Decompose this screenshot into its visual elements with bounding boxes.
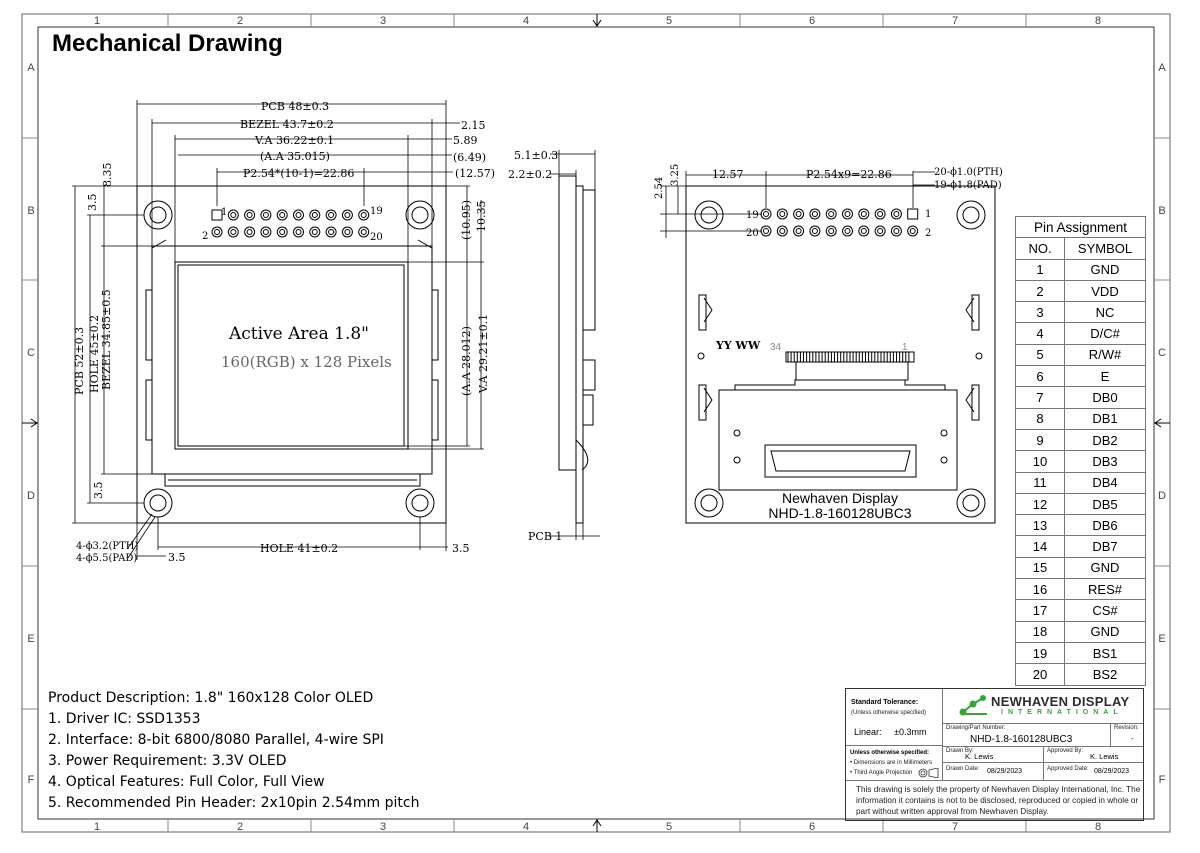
- fpc-pin-1: 1: [902, 342, 908, 353]
- center-mark-left: [22, 419, 38, 427]
- third-angle-projection-icon: [918, 768, 940, 778]
- pin-number: 1: [1016, 259, 1065, 280]
- pin-number: 13: [1016, 515, 1065, 536]
- row-label: C: [27, 347, 35, 359]
- pin-symbol: DB2: [1065, 429, 1146, 450]
- approved-date-label: Approved Date:: [1047, 766, 1089, 772]
- pin-hole: [263, 213, 268, 218]
- pin-hole: [845, 212, 850, 217]
- revision-cell: [1111, 724, 1143, 747]
- pin-symbol: BS2: [1065, 664, 1146, 685]
- dim-thickness: 5.1±0.3: [514, 149, 559, 162]
- col-label: 5: [665, 821, 673, 833]
- dim-va-height: V.A 29.21±0.1: [477, 313, 490, 393]
- part-number-label: Drawing/Part Number:: [946, 725, 1006, 731]
- approved-by-label: Approved By:: [1047, 748, 1084, 754]
- back-pin-2-label: 2: [925, 228, 932, 239]
- pin-pad: [875, 209, 885, 219]
- col-label: 2: [236, 15, 244, 27]
- pin-hole: [829, 229, 834, 234]
- part-number-cell: [943, 724, 1111, 747]
- active-area-title: Active Area 1.8": [229, 324, 369, 344]
- dim-aa-width: (A.A 35.015): [260, 150, 330, 163]
- center-mark-top: [593, 14, 601, 27]
- linear-value: ±0.3mm: [894, 727, 927, 737]
- dim-5-89: 5.89: [453, 134, 478, 147]
- back-pin-19-label: 19: [746, 210, 759, 221]
- pin-1-label: 1: [221, 207, 228, 218]
- pin-row: [1016, 472, 1146, 493]
- pin-pad: [245, 227, 255, 237]
- pin-hole: [329, 230, 334, 235]
- col-label: 8: [1094, 15, 1102, 27]
- description-item: 1. Driver IC: SSD1353: [48, 711, 201, 727]
- col-label: 6: [808, 15, 816, 27]
- pin-number: 10: [1016, 451, 1065, 472]
- pin-symbol: R/W#: [1065, 344, 1146, 365]
- pin-pad: [342, 210, 352, 220]
- pin-hole: [845, 229, 850, 234]
- dim-bezel-height: BEZEL 34.85±0.5: [100, 289, 113, 390]
- row-label: A: [27, 62, 35, 74]
- dim-3-5-bottom: 3.5: [92, 481, 105, 499]
- pin-pad: [342, 227, 352, 237]
- dim-pcb-thickness: PCB 1: [528, 530, 563, 543]
- dim-pth: 4-ϕ3.2(PTH): [76, 541, 139, 552]
- pin-hole: [312, 213, 317, 218]
- pin-row: [1016, 536, 1146, 557]
- back-ic-inner: [771, 451, 910, 471]
- pin-hole: [312, 230, 317, 235]
- pin-hole: [878, 212, 883, 217]
- col-label: 5: [665, 15, 673, 27]
- pin-hole: [764, 229, 769, 234]
- pin-pad: [826, 226, 836, 236]
- dim-2-15: 2.15: [461, 119, 486, 132]
- dim-12-57-back: 12.57: [712, 168, 744, 181]
- pin-hole: [894, 212, 899, 217]
- pin-pad: [794, 209, 804, 219]
- col-label: 3: [379, 15, 387, 27]
- approved-date-cell: [1044, 763, 1143, 781]
- dim-8-35: 8.35: [101, 162, 114, 187]
- pin-table-header-row: [1016, 238, 1146, 259]
- pin-hole: [361, 213, 366, 218]
- pin-hole: [280, 213, 285, 218]
- revision-label: Revision:: [1114, 725, 1139, 731]
- dim-pcb-width: PCB 48±0.3: [261, 100, 330, 113]
- back-view-labels: [654, 164, 1003, 521]
- pin-pad: [228, 227, 238, 237]
- description-item: 4. Optical Features: Full Color, Full View: [48, 774, 325, 790]
- back-ic: [765, 445, 916, 477]
- pin-hole: [215, 230, 220, 235]
- back-pin-1-label: 1: [925, 209, 932, 220]
- pin-pad: [843, 209, 853, 219]
- front-side-tab: [146, 380, 152, 440]
- pin-hole: [894, 229, 899, 234]
- row-label: D: [1158, 490, 1166, 502]
- mounting-hole: [406, 201, 434, 229]
- pin-symbol: E: [1065, 366, 1146, 387]
- dim-pad: 4-ϕ5.5(PAD): [76, 553, 138, 564]
- drawn-date-value: 08/29/2023: [987, 768, 1023, 775]
- brand-cell: [943, 689, 1143, 724]
- mounting-hole-inner: [412, 495, 428, 511]
- front-pin-header: [212, 210, 369, 237]
- approved-by-value: K. Lewis: [1090, 752, 1119, 761]
- dim-pin-pitch: P2.54*(10-1)=22.86: [243, 167, 355, 180]
- pin-hole: [764, 212, 769, 217]
- pin-pad: [810, 209, 820, 219]
- pin-row: [1016, 408, 1146, 429]
- center-mark-right: [1154, 419, 1170, 427]
- pin-pad: [859, 226, 869, 236]
- pin-hole: [231, 213, 236, 218]
- side-fpc: [576, 440, 588, 470]
- pin-row: [1016, 451, 1146, 472]
- pin-hole: [796, 212, 801, 217]
- pin-pad: [310, 227, 320, 237]
- pin-row: [1016, 344, 1146, 365]
- front-bezel-edge: [152, 240, 166, 248]
- pin-hole: [878, 229, 883, 234]
- pin-number: 16: [1016, 579, 1065, 600]
- pin-row: [1016, 280, 1146, 301]
- revision-value: -: [1131, 734, 1134, 743]
- part-number-value: NHD-1.8-160128UBC3: [970, 734, 1073, 745]
- pin-hole: [780, 229, 785, 234]
- pin-row: [1016, 664, 1146, 685]
- dim-10-95: (10.95): [460, 199, 473, 240]
- pin-pad: [891, 226, 901, 236]
- center-mark-bottom: [593, 819, 601, 832]
- pin-number: 9: [1016, 429, 1065, 450]
- description-item: 2. Interface: 8-bit 6800/8080 Parallel, 4-wire SPI: [48, 732, 384, 748]
- pin-pad: [294, 227, 304, 237]
- pin-symbol: DB5: [1065, 493, 1146, 514]
- brand-logo-icon: [957, 694, 989, 718]
- third-angle-note: • Third Angle Projection: [850, 770, 913, 776]
- std-tolerance-label: Standard Tolerance:: [851, 699, 919, 706]
- pin-symbol: DB3: [1065, 451, 1146, 472]
- pin-table-caption: Pin Assignment: [1016, 217, 1146, 238]
- pin-hole: [231, 230, 236, 235]
- pin-pad: [777, 226, 787, 236]
- pin-pad: [294, 210, 304, 220]
- pin-hole: [812, 212, 817, 217]
- front-side-tab: [432, 290, 438, 360]
- row-label: A: [1158, 62, 1166, 74]
- pin-hole: [247, 230, 252, 235]
- side-view: [550, 150, 600, 540]
- dim-hole-height: HOLE 45±0.2: [88, 314, 101, 393]
- pin-number: 20: [1016, 664, 1065, 685]
- fpc-pin-34: 34: [770, 342, 782, 353]
- unless-otherwise-label: (Unless otherwise specified): [851, 710, 927, 716]
- dim-aa-height: (A.A 28.012): [460, 326, 473, 396]
- col-label: 3: [379, 821, 387, 833]
- unless-spec-cell: [846, 746, 943, 781]
- mounting-hole: [144, 201, 172, 229]
- dim-va-width: V.A 36.22±0.1: [255, 134, 335, 147]
- pin-row: [1016, 366, 1146, 387]
- pin-row: [1016, 515, 1146, 536]
- row-label: B: [27, 205, 35, 217]
- pin-symbol: BS1: [1065, 642, 1146, 663]
- drawn-date-cell: [943, 763, 1044, 781]
- back-fpc-fingers: [788, 352, 909, 362]
- pin-pad: [826, 209, 836, 219]
- col-label: 4: [522, 15, 530, 27]
- pin-number: 7: [1016, 387, 1065, 408]
- pin-pad: [261, 210, 271, 220]
- front-bezel-edge: [418, 240, 432, 248]
- pin-row: [1016, 493, 1146, 514]
- col-label: 7: [951, 821, 959, 833]
- pin-pad: [810, 226, 820, 236]
- dim-3-5-right: 3.5: [452, 542, 470, 555]
- dim-10-35: 10.35: [475, 200, 488, 232]
- pin-hole: [861, 212, 866, 217]
- back-maker: Newhaven Display: [782, 490, 898, 506]
- dim-6-49: (6.49): [453, 151, 487, 164]
- pin-symbol: DB1: [1065, 408, 1146, 429]
- side-header: [583, 190, 595, 330]
- back-fpc-outline: [719, 380, 957, 390]
- pin-hole: [361, 230, 366, 235]
- pin-symbol: RES#: [1065, 579, 1146, 600]
- pin-table-header-no: NO.: [1016, 238, 1065, 259]
- front-side-tab: [432, 380, 438, 440]
- pin-pad: [310, 210, 320, 220]
- pin-assignment-table: [1015, 216, 1146, 686]
- row-label: E: [27, 633, 35, 645]
- col-label: 4: [522, 821, 530, 833]
- row-label: F: [27, 774, 35, 786]
- col-label: 7: [951, 15, 959, 27]
- linear-label: Linear:: [854, 727, 882, 737]
- pin-pad: [891, 209, 901, 219]
- pin-hole: [812, 229, 817, 234]
- pin-hole: [861, 229, 866, 234]
- pin-number: 2: [1016, 280, 1065, 301]
- pin-row: [1016, 579, 1146, 600]
- date-code: YY WW: [716, 339, 761, 352]
- pin-table-body: [1016, 259, 1146, 685]
- product-description: [48, 688, 419, 814]
- dim-pth-back: 20-ϕ1.0(PTH): [934, 167, 1003, 178]
- front-side-tab: [146, 290, 152, 360]
- pin-pad: [761, 226, 771, 236]
- pin-pad: [908, 226, 918, 236]
- pin-pad: [245, 210, 255, 220]
- pin-hole: [263, 230, 268, 235]
- pin-row: [1016, 557, 1146, 578]
- drawn-by-cell: [943, 746, 1044, 763]
- pin-number: 6: [1016, 366, 1065, 387]
- pin-symbol: VDD: [1065, 280, 1146, 301]
- row-label: F: [1158, 774, 1166, 786]
- mounting-hole-inner: [150, 495, 166, 511]
- back-model: NHD-1.8-160128UBC3: [768, 505, 912, 521]
- pin-row: [1016, 642, 1146, 663]
- dim-hole-width: HOLE 41±0.2: [260, 542, 339, 555]
- pin-20-label: 20: [370, 232, 383, 243]
- description-item: 3. Power Requirement: 3.3V OLED: [48, 753, 287, 769]
- pin-pad: [277, 227, 287, 237]
- title-block: [845, 688, 1144, 821]
- back-dimension-lines: [660, 171, 935, 238]
- page-title: Mechanical Drawing: [52, 30, 283, 57]
- mounting-hole: [406, 489, 434, 517]
- brand-subtitle: INTERNATIONAL: [1001, 709, 1123, 716]
- dim-bezel-width: BEZEL 43.7±0.2: [240, 118, 334, 131]
- dims-mm-note: • Dimensions are in Millimeters: [850, 760, 933, 766]
- col-label: 2: [236, 821, 244, 833]
- pin-number: 11: [1016, 472, 1065, 493]
- back-pin-20-label: 20: [746, 228, 759, 239]
- dim-glass: 2.2±0.2: [508, 168, 553, 181]
- dim-pin-pitch-back: P2.54x9=22.86: [806, 168, 892, 181]
- pin-pad: [843, 226, 853, 236]
- pin-pad: [277, 210, 287, 220]
- pin-symbol: CS#: [1065, 600, 1146, 621]
- pin-hole: [910, 229, 915, 234]
- pin-symbol: D/C#: [1065, 323, 1146, 344]
- active-area-pixels: 160(RGB) x 128 Pixels: [221, 353, 392, 371]
- pin-hole: [345, 230, 350, 235]
- pin-hole: [329, 213, 334, 218]
- pin-pad: [212, 227, 222, 237]
- dim-pad-back: 19-ϕ1.8(PAD): [934, 180, 1002, 191]
- row-label: C: [1158, 347, 1166, 359]
- pin-table-header-symbol: SYMBOL: [1065, 238, 1146, 259]
- pin-symbol: GND: [1065, 557, 1146, 578]
- pin-hole: [345, 213, 350, 218]
- col-label: 1: [93, 15, 101, 27]
- pin-row: [1016, 302, 1146, 323]
- mounting-hole: [144, 489, 172, 517]
- pin-number: 8: [1016, 408, 1065, 429]
- pin-pad: [859, 209, 869, 219]
- pin-row: [1016, 259, 1146, 280]
- pin-row: [1016, 600, 1146, 621]
- pin-hole: [280, 230, 285, 235]
- description-heading: Product Description: 1.8" 160x128 Color OLED: [48, 690, 374, 706]
- pin-pad-square: [908, 209, 918, 219]
- dim-3-5-top: 3.5: [86, 193, 99, 211]
- side-view-labels: [508, 149, 562, 543]
- dim-12-57: (12.57): [455, 167, 496, 180]
- pin-number: 18: [1016, 621, 1065, 642]
- pin-pad: [359, 227, 369, 237]
- dim-3-25: 3.25: [670, 163, 681, 186]
- drawn-date-label: Drawn Date:: [946, 766, 980, 772]
- pin-pad: [875, 226, 885, 236]
- drawn-by-value: K. Lewis: [965, 752, 994, 761]
- pin-number: 4: [1016, 323, 1065, 344]
- col-label: 6: [808, 821, 816, 833]
- pin-number: 3: [1016, 302, 1065, 323]
- pin-number: 5: [1016, 344, 1065, 365]
- pin-number: 15: [1016, 557, 1065, 578]
- pin-symbol: DB4: [1065, 472, 1146, 493]
- row-label: D: [27, 490, 35, 502]
- dim-2-54: 2.54: [654, 176, 665, 199]
- pin-pad: [326, 210, 336, 220]
- pin-number: 19: [1016, 642, 1065, 663]
- pin-number: 14: [1016, 536, 1065, 557]
- back-connector-body: [796, 362, 908, 380]
- pin-row: [1016, 621, 1146, 642]
- pin-hole: [829, 212, 834, 217]
- tolerance-cell: [846, 689, 943, 746]
- pin-symbol: DB6: [1065, 515, 1146, 536]
- pin-table-caption-row: [1016, 217, 1146, 238]
- pin-symbol: GND: [1065, 621, 1146, 642]
- dim-3-5-left: 3.5: [168, 551, 186, 564]
- pin-pad: [794, 226, 804, 236]
- drawn-by-label: Drawn By:: [946, 748, 974, 754]
- pin-19-label: 19: [370, 206, 383, 217]
- approved-by-cell: [1044, 746, 1143, 763]
- pin-hole: [296, 213, 301, 218]
- pin-pad: [326, 227, 336, 237]
- pin-2-label: 2: [202, 231, 209, 242]
- col-label: 1: [93, 821, 101, 833]
- pin-row: [1016, 387, 1146, 408]
- pin-pad: [261, 227, 271, 237]
- back-fpc-region: [719, 390, 957, 490]
- pin-row: [1016, 323, 1146, 344]
- pin-number: 17: [1016, 600, 1065, 621]
- description-item: 5. Recommended Pin Header: 2x10pin 2.54mm pitch: [48, 795, 420, 811]
- dim-pcb-height: PCB 52±0.3: [73, 326, 86, 395]
- col-label: 8: [1094, 821, 1102, 833]
- unless-spec-label: Unless otherwise specified:: [850, 750, 930, 756]
- pin-row: [1016, 429, 1146, 450]
- pin-pad: [761, 209, 771, 219]
- pin-symbol: NC: [1065, 302, 1146, 323]
- pin-symbol: GND: [1065, 259, 1146, 280]
- side-component: [583, 395, 593, 425]
- pin-hole: [796, 229, 801, 234]
- property-notice: This drawing is solely the property of Newhaven Display International, Inc. The information it contains is not to be disclosed, reproduced or copied in whole or part without written approval from Newhaven Display.: [856, 785, 1141, 816]
- pin-hole: [296, 230, 301, 235]
- pin-hole: [247, 213, 252, 218]
- approved-date-value: 08/29/2023: [1094, 768, 1130, 775]
- pin-symbol: DB0: [1065, 387, 1146, 408]
- pin-pad: [777, 209, 787, 219]
- side-bezel: [559, 176, 576, 470]
- pin-hole: [780, 212, 785, 217]
- pin-symbol: DB7: [1065, 536, 1146, 557]
- pin-pad: [359, 210, 369, 220]
- pin-pad: [228, 210, 238, 220]
- brand-name: NEWHAVEN DISPLAY: [991, 694, 1130, 709]
- row-label: E: [1158, 633, 1166, 645]
- side-pcb: [576, 186, 583, 523]
- side-component: [583, 360, 595, 390]
- row-label: B: [1158, 205, 1166, 217]
- back-pin-header: [761, 209, 918, 236]
- mounting-hole-inner: [412, 207, 428, 223]
- pin-number: 12: [1016, 493, 1065, 514]
